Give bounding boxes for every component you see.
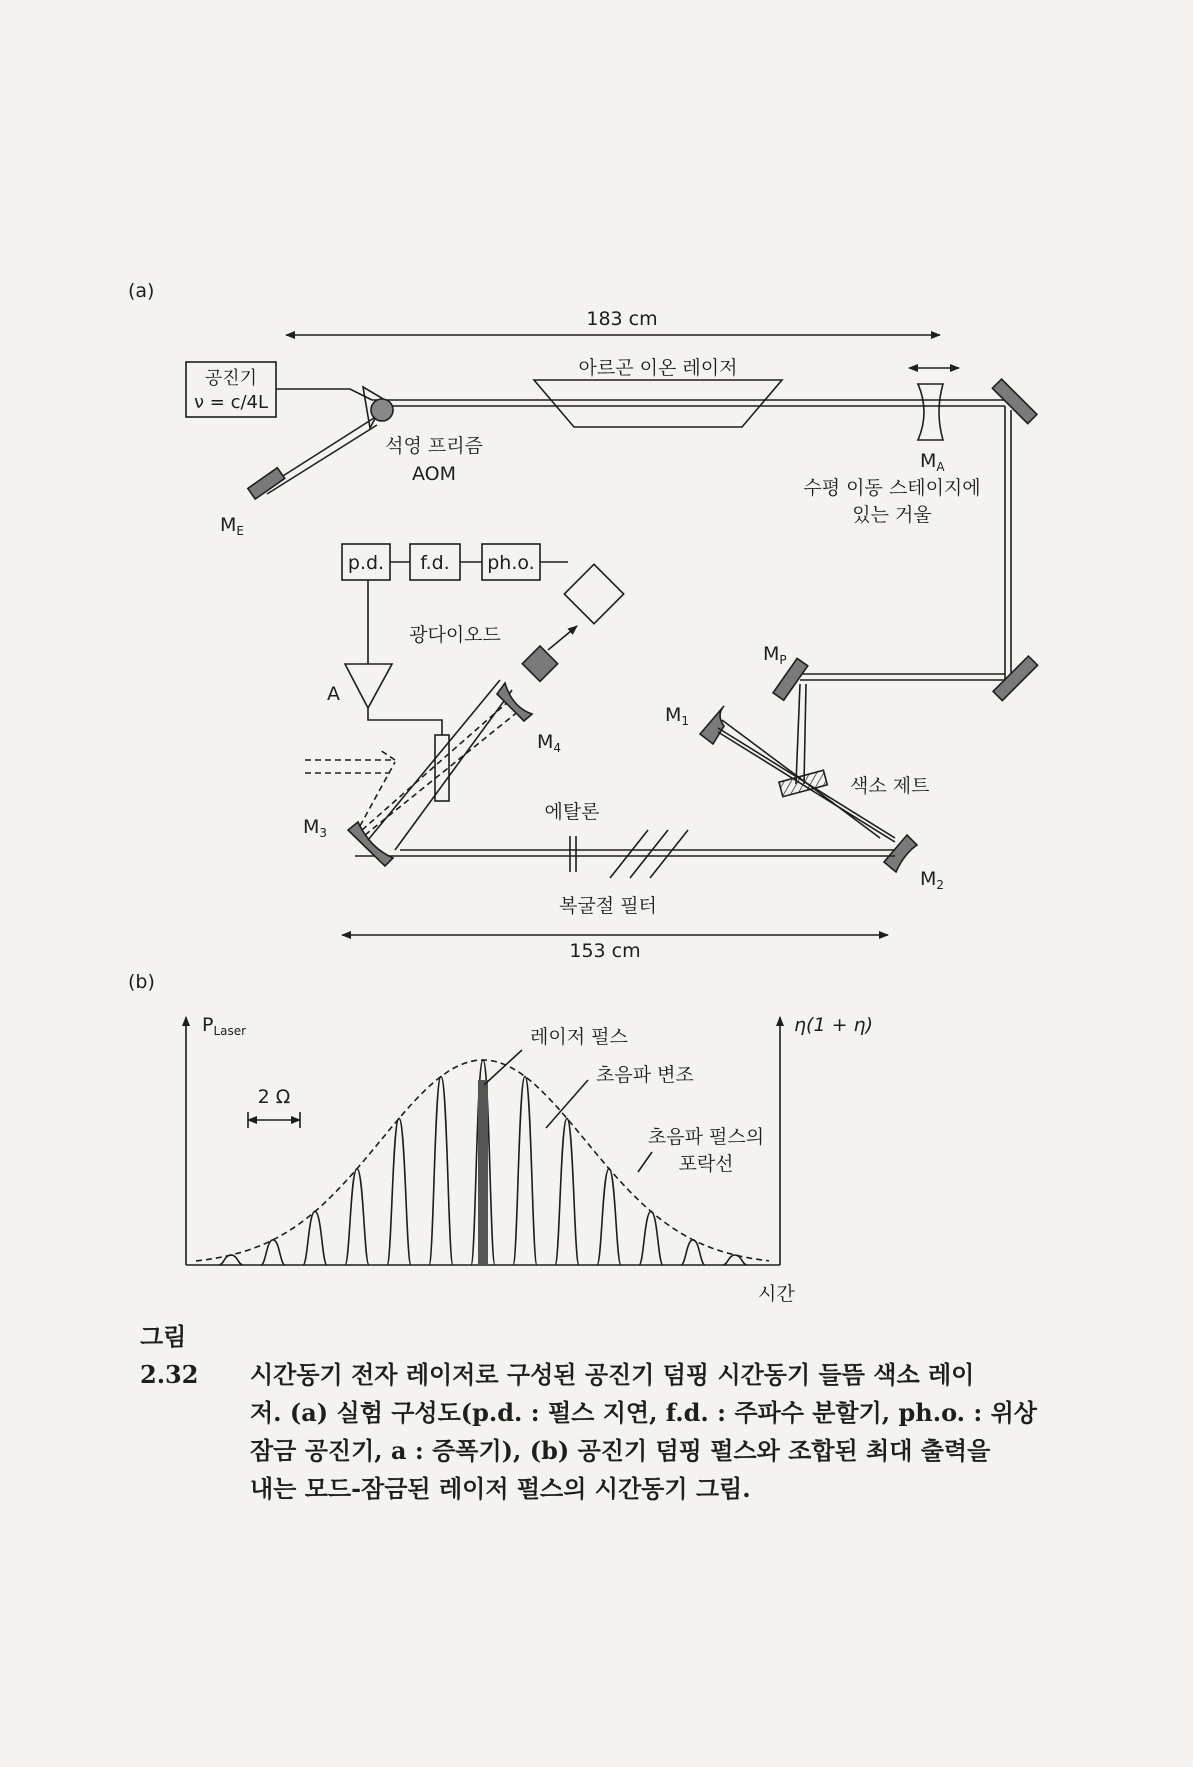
bf-plate-2 xyxy=(630,830,668,878)
envelope-label-2: 포락선 xyxy=(678,1153,734,1175)
aom-circle xyxy=(371,399,393,421)
bottom-distance-label: 153 cm xyxy=(569,940,641,962)
mirror-mp-label: $M_P$ xyxy=(763,643,787,667)
caption-line-1: 시간동기 전자 레이저로 구성된 공진기 덤핑 시간동기 들뜸 색소 레이 xyxy=(250,1360,975,1389)
resonator-wire xyxy=(276,389,372,400)
detector-diode xyxy=(522,646,557,681)
fd-label: f.d. xyxy=(420,552,450,574)
mirror-m1-label: $M_1$ xyxy=(665,704,690,728)
laser-pulse xyxy=(597,1169,621,1265)
mirror-m3 xyxy=(348,822,393,866)
mirror-m2-label: $M_2$ xyxy=(920,868,945,892)
mirror-me-label: $M_E$ xyxy=(220,514,244,538)
laser-pulse xyxy=(639,1211,663,1265)
laser-pulse-leader xyxy=(484,1050,522,1085)
pump-beam-1 xyxy=(796,684,800,784)
etalon-label: 에탈론 xyxy=(544,801,600,823)
prism-label-2: AOM xyxy=(411,463,457,485)
fan-beam-2 xyxy=(395,690,512,850)
fold-mirror-top xyxy=(992,379,1037,424)
argon-laser-tube xyxy=(534,380,782,427)
mirror-me xyxy=(248,468,285,499)
period-label: 2 Ω xyxy=(257,1086,291,1108)
resonator-label-2: ν = c/4L xyxy=(193,392,269,413)
laser-pulse xyxy=(303,1211,327,1265)
envelope-label-1: 초음파 펄스의 xyxy=(647,1126,765,1148)
stage-label-2: 있는 거울 xyxy=(852,504,932,526)
dashed-input xyxy=(305,750,395,760)
y-left-label: $P_{Laser}$ xyxy=(202,1014,247,1038)
amp-bragg-wire xyxy=(368,708,442,735)
laser-pulse xyxy=(555,1118,579,1265)
mirror-ma xyxy=(918,384,943,440)
dumped-pulse xyxy=(478,1080,488,1265)
laser-pulse-label: 레이저 펄스 xyxy=(530,1026,628,1048)
mirror-m2 xyxy=(884,835,917,872)
stage-label-1: 수평 이동 스테이지에 xyxy=(803,477,981,499)
mirror-m4-label: $M_4$ xyxy=(537,731,562,755)
dye-jet-label: 색소 제트 xyxy=(850,775,930,797)
laser-pulse xyxy=(429,1076,453,1265)
me-beam-2 xyxy=(267,425,377,494)
amp-label: A xyxy=(327,683,340,705)
amplifier xyxy=(345,664,392,708)
caption-number: 그림 2.32 xyxy=(140,1322,199,1389)
top-distance-label: 183 cm xyxy=(586,308,658,330)
resonator-label-1: 공진기 xyxy=(204,368,258,389)
detector-diamond xyxy=(564,564,623,623)
laser-pulse xyxy=(219,1255,243,1265)
y-right-label: η(1 + η) xyxy=(794,1014,873,1036)
mirror-m3-label: $M_3$ xyxy=(303,816,328,840)
bf-plate-3 xyxy=(650,830,688,878)
pd-label: p.d. xyxy=(347,552,385,574)
birefringent-filter-label: 복굴절 필터 xyxy=(559,895,657,917)
laser-pulses xyxy=(219,1060,747,1265)
laser-pulse xyxy=(513,1076,537,1265)
bf-plate-1 xyxy=(610,830,648,878)
caption-line-2: 저. (a) 실험 구성도(p.d. : 펄스 지연, f.d. : 주파수 분할기, ph.o. : 위상 xyxy=(250,1398,1037,1427)
pho-label: ph.o. xyxy=(487,552,535,574)
ultrasonic-mod-label: 초음파 변조 xyxy=(596,1064,694,1086)
argon-laser-label: 아르곤 이온 레이저 xyxy=(578,357,738,379)
laser-pulse xyxy=(345,1169,369,1265)
fold-mirror-bottom xyxy=(993,656,1038,701)
mirror-m1 xyxy=(700,706,724,744)
caption-line-3: 잠금 공진기, a : 증폭기), (b) 공진기 덤핑 펄스와 조합된 최대 출력을 xyxy=(250,1436,991,1465)
envelope-leader xyxy=(638,1152,652,1172)
panel-b xyxy=(128,971,873,1305)
figure-caption xyxy=(140,1318,1040,1508)
mirror-ma-label: $M_A$ xyxy=(920,450,945,474)
prism-label-1: 석영 프리즘 xyxy=(385,435,483,457)
panel-a xyxy=(128,280,1038,962)
laser-pulse xyxy=(723,1255,747,1265)
detector-link xyxy=(548,626,577,650)
caption-line-4: 내는 모드-잠금된 레이저 펄스의 시간동기 그림. xyxy=(250,1474,751,1503)
panel-b-tag: (b) xyxy=(128,971,155,993)
laser-pulse xyxy=(387,1118,411,1265)
photodiode-label: 광다이오드 xyxy=(409,624,501,646)
pump-beam-2 xyxy=(804,684,806,784)
ultrasonic-mod-leader xyxy=(546,1080,588,1128)
x-axis-label: 시간 xyxy=(758,1283,795,1305)
panel-a-tag: (a) xyxy=(128,280,155,302)
